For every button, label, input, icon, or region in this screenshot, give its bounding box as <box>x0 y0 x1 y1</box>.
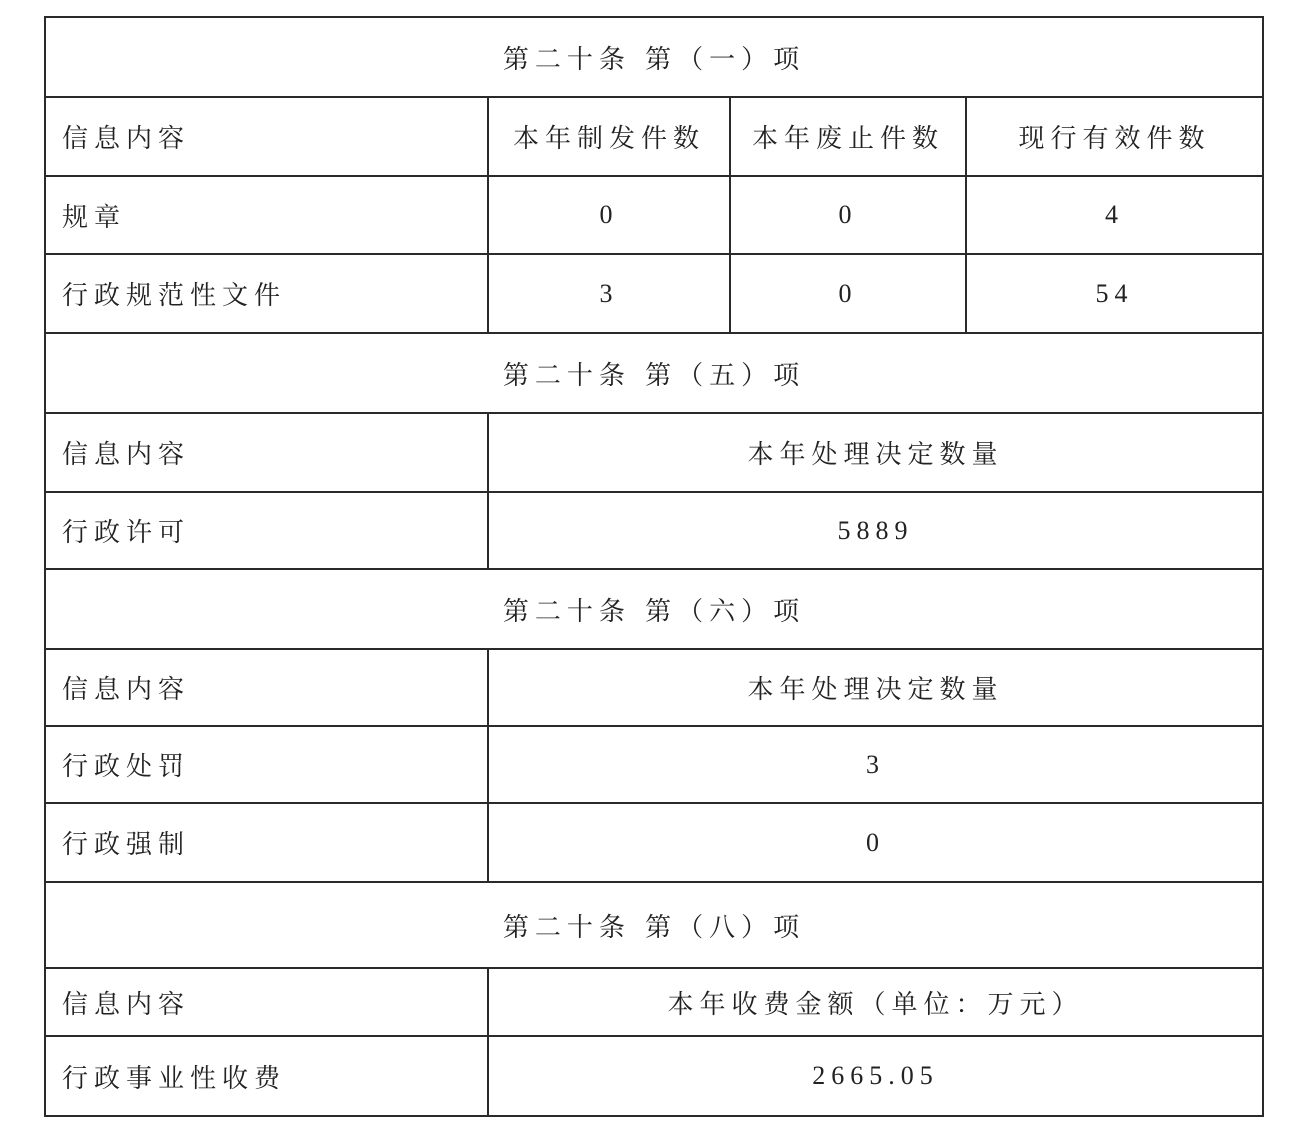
table-row <box>45 492 1263 569</box>
abolished-value: 0 <box>730 176 966 254</box>
section-title-row <box>45 882 1263 968</box>
header-decision-count: 本年处理决定数量 <box>488 649 1263 726</box>
row-label: 行政事业性收费 <box>45 1036 488 1116</box>
header-info-content: 信息内容 <box>45 968 488 1036</box>
section-5-title: 第二十条 第（五）项 <box>45 333 1263 413</box>
fee-value: 2665.05 <box>488 1036 1263 1116</box>
section-title-row <box>45 17 1263 97</box>
section-title-row <box>45 569 1263 649</box>
section-title-row <box>45 333 1263 413</box>
header-fee-amount: 本年收费金额（单位：万元） <box>488 968 1263 1036</box>
table-header-row <box>45 649 1263 726</box>
disclosure-table <box>44 16 1264 1117</box>
section-6-title: 第二十条 第（六）项 <box>45 569 1263 649</box>
header-info-content: 信息内容 <box>45 649 488 726</box>
row-label: 行政规范性文件 <box>45 254 488 333</box>
row-label: 行政强制 <box>45 803 488 882</box>
table-header-row <box>45 968 1263 1036</box>
header-info-content: 信息内容 <box>45 97 488 176</box>
header-issued-count: 本年制发件数 <box>488 97 730 176</box>
issued-value: 0 <box>488 176 730 254</box>
decision-value: 5889 <box>488 492 1263 569</box>
table-row <box>45 1036 1263 1116</box>
table-row <box>45 176 1263 254</box>
header-valid-count: 现行有效件数 <box>966 97 1263 176</box>
decision-value: 0 <box>488 803 1263 882</box>
section-8-title: 第二十条 第（八）项 <box>45 882 1263 968</box>
valid-value: 4 <box>966 176 1263 254</box>
issued-value: 3 <box>488 254 730 333</box>
row-label: 行政处罚 <box>45 726 488 803</box>
table-header-row <box>45 97 1263 176</box>
decision-value: 3 <box>488 726 1263 803</box>
header-decision-count: 本年处理决定数量 <box>488 413 1263 492</box>
header-info-content: 信息内容 <box>45 413 488 492</box>
abolished-value: 0 <box>730 254 966 333</box>
table-row <box>45 726 1263 803</box>
row-label: 规章 <box>45 176 488 254</box>
table-header-row <box>45 413 1263 492</box>
row-label: 行政许可 <box>45 492 488 569</box>
section-1-title: 第二十条 第（一）项 <box>45 17 1263 97</box>
header-abolished-count: 本年废止件数 <box>730 97 966 176</box>
table-row <box>45 254 1263 333</box>
table-row <box>45 803 1263 882</box>
valid-value: 54 <box>966 254 1263 333</box>
